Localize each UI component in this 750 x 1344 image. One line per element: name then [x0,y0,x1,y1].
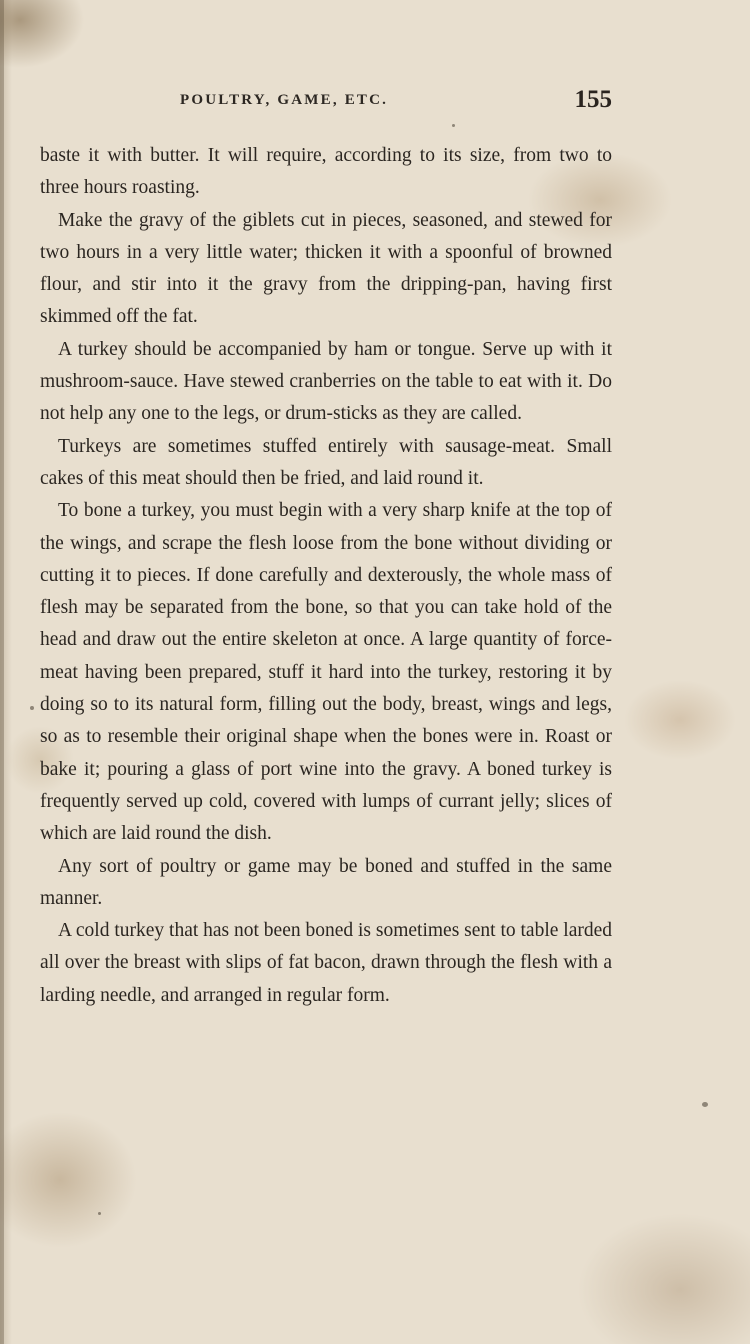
running-head: POULTRY, GAME, ETC. [180,92,389,108]
ink-speck [452,124,455,127]
ink-speck [30,706,34,710]
paragraph-other-poultry: Any sort of poultry or game may be boned and stuffed in the same manner. [40,855,612,909]
ink-speck [702,1102,708,1107]
paragraph-gravy: Make the gravy of the giblets cut in pieces, seasoned, and stewed for two hours in a very little water; thicken it with a spoonful of browned flour, and stir into it the gravy from the dripping-pan, having first skimmed off the fat. [40,209,612,328]
body-text [40,140,612,1012]
page-edge-shadow [0,0,4,1344]
paragraph-cold-turkey: A cold turkey that has not been boned is sometimes sent to table larded all over the breast with slips of fat bacon, drawn through the flesh with a larding needle, and arranged in regular form. [40,920,612,1006]
paragraph-sausage-stuffing: Turkeys are sometimes stuffed entirely with sausage-meat. Small cakes of this meat should then be fried, and laid round it. [40,435,612,489]
page-header [40,86,612,120]
paragraph-accompaniment: A turkey should be accompanied by ham or tongue. Serve up with it mushroom-sauce. Have stewed cranberries on the table to eat with it. Do not help any one to the legs, or drum-sticks as they are called. [40,338,612,425]
page-number: 155 [574,86,612,113]
ink-speck [98,1212,101,1215]
paragraph-boning: To bone a turkey, you must begin with a very sharp knife at the top of the wings, and scrape the flesh loose from the bone without dividing or cutting it to pieces. If done carefully and dexterously, the whole mass of flesh may be separated from the bone, so that you can take hold of the head and draw out the entire skeleton at once. A large quantity of force-meat having been prepared, stuff it hard into the turkey, restoring it by doing so to its natural form, filling out the body, breast, wings and legs, so as to resemble their original shape when the bones were in. Roast or bake it; pouring a glass of port wine into the gravy. A boned turkey is frequently served up cold, covered with lumps of currant jelly; slices of which are laid round the dish. [40,500,612,845]
paragraph-continuation: baste it with butter. It will require, according to its size, from two to three hours roasting. [40,145,612,199]
